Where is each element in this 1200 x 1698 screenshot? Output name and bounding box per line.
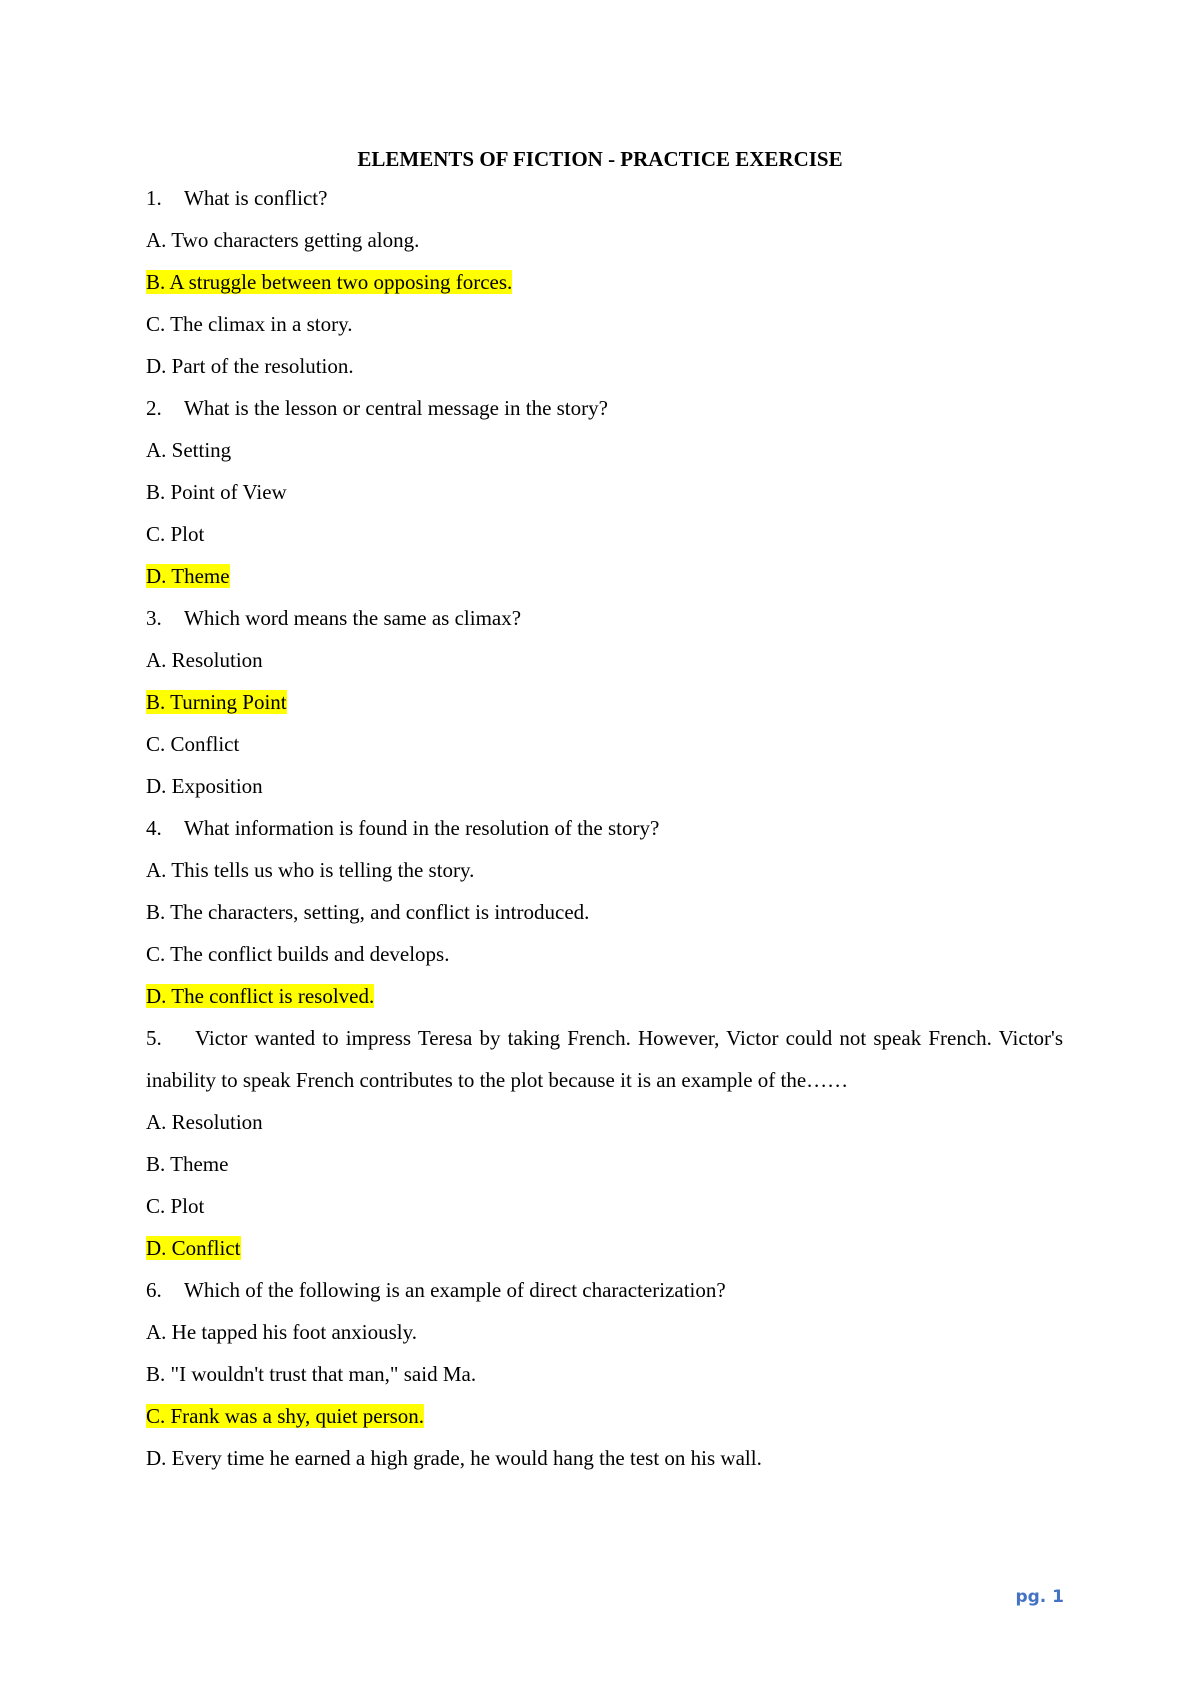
option-text: A. Resolution — [146, 1110, 263, 1134]
highlighted-answer: C. Frank was a shy, quiet person. — [146, 1404, 425, 1428]
option-text: C. Conflict — [146, 732, 240, 756]
option-text: A. Resolution — [146, 648, 263, 672]
option-text: A. This tells us who is telling the story. — [146, 858, 475, 882]
highlighted-answer: B. Turning Point — [146, 690, 287, 714]
question-text: Victor wanted to impress Teresa by taking French. However, Victor could not speak French. Victor's inability to speak French contributes to the plot because it is an example of the…… — [146, 1026, 1063, 1092]
question-number: 2. — [146, 396, 162, 420]
answer-option — [146, 1320, 1063, 1362]
question-list — [146, 186, 1063, 1488]
answer-option — [146, 1194, 1063, 1236]
question-6 — [146, 1278, 1063, 1320]
answer-option — [146, 648, 1063, 690]
option-text: A. Two characters getting along. — [146, 228, 420, 252]
question-3 — [146, 606, 1063, 648]
option-text: D. Exposition — [146, 774, 263, 798]
answer-option — [146, 1446, 1063, 1488]
option-text: C. Plot — [146, 1194, 205, 1218]
answer-option — [146, 900, 1063, 942]
question-text: Which word means the same as climax? — [184, 606, 522, 630]
highlighted-answer: D. Theme — [146, 564, 230, 588]
option-text: B. "I wouldn't trust that man," said Ma. — [146, 1362, 477, 1386]
answer-option — [146, 1152, 1063, 1194]
question-number: 3. — [146, 606, 162, 630]
answer-option — [146, 312, 1063, 354]
highlighted-answer: D. Conflict — [146, 1236, 241, 1260]
answer-option-correct — [146, 270, 1063, 312]
question-text: What is the lesson or central message in the story? — [184, 396, 608, 420]
question-number: 5. — [146, 1026, 162, 1050]
question-2 — [146, 396, 1063, 438]
option-text: D. Every time he earned a high grade, he would hang the test on his wall. — [146, 1446, 762, 1470]
question-5 — [146, 1017, 1063, 1101]
page-number: pg. 1 — [1015, 1587, 1064, 1607]
answer-option — [146, 228, 1063, 270]
answer-option-correct — [146, 690, 1063, 732]
answer-option — [146, 732, 1063, 774]
answer-option-correct — [146, 1404, 1063, 1446]
option-text: A. Setting — [146, 438, 232, 462]
answer-option — [146, 354, 1063, 396]
answer-option — [146, 942, 1063, 984]
question-number: 6. — [146, 1278, 162, 1302]
question-number: 4. — [146, 816, 162, 840]
question-text: What information is found in the resolution of the story? — [184, 816, 660, 840]
option-text: C. The climax in a story. — [146, 312, 353, 336]
option-text: C. Plot — [146, 522, 205, 546]
answer-option — [146, 858, 1063, 900]
answer-option-correct — [146, 564, 1063, 606]
option-text: B. Point of View — [146, 480, 287, 504]
answer-option — [146, 1110, 1063, 1152]
option-text: C. The conflict builds and develops. — [146, 942, 450, 966]
question-text: What is conflict? — [184, 186, 328, 210]
option-text: A. He tapped his foot anxiously. — [146, 1320, 418, 1344]
page-title: ELEMENTS OF FICTION - PRACTICE EXERCISE — [357, 147, 843, 171]
question-4 — [146, 816, 1063, 858]
option-text: B. The characters, setting, and conflict is introduced. — [146, 900, 590, 924]
option-text: D. Part of the resolution. — [146, 354, 354, 378]
answer-option — [146, 1362, 1063, 1404]
highlighted-answer: D. The conflict is resolved. — [146, 984, 375, 1008]
answer-option — [146, 774, 1063, 816]
question-number: 1. — [146, 186, 162, 210]
answer-option — [146, 480, 1063, 522]
highlighted-answer: B. A struggle between two opposing forces. — [146, 270, 513, 294]
answer-option — [146, 522, 1063, 564]
answer-option — [146, 438, 1063, 480]
question-text: Which of the following is an example of direct characterization? — [184, 1278, 726, 1302]
answer-option-correct — [146, 1236, 1063, 1278]
option-text: B. Theme — [146, 1152, 229, 1176]
question-1 — [146, 186, 1063, 228]
